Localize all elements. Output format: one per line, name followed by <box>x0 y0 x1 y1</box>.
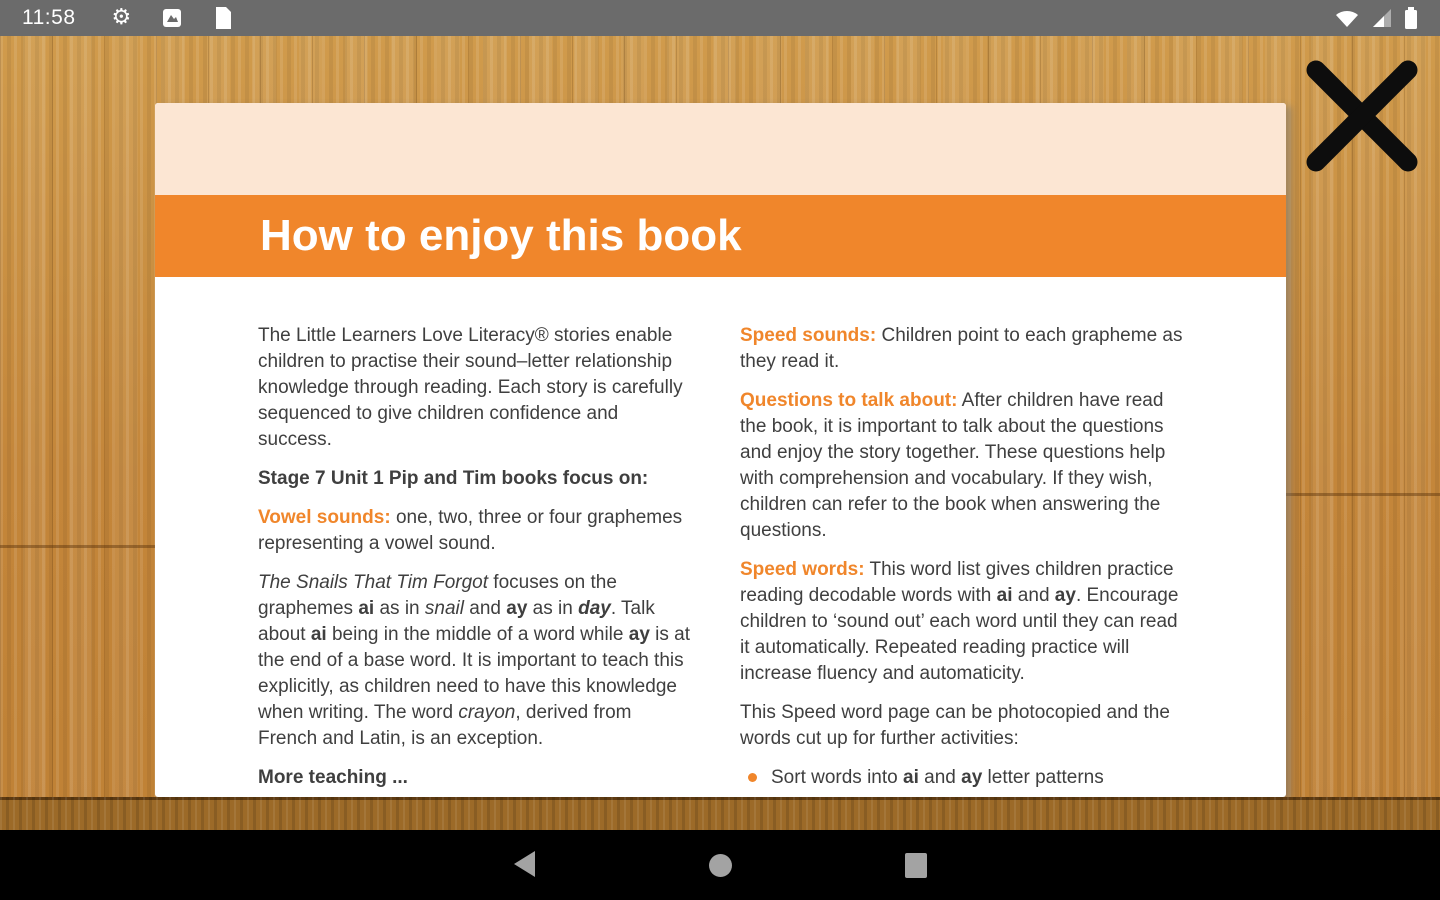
right-column <box>740 323 1188 797</box>
left-column <box>258 323 695 797</box>
paragraph-vowel-sounds: Vowel sounds: one, two, three or four graphemes representing a vowel sound. <box>258 507 683 554</box>
wood-plank-dark <box>0 797 1440 830</box>
paragraph-questions: Questions to talk about: After children have read the book, it is important to talk about the questions and enjoy the story together. These questions help with comprehension and vocabulary. If they wish, children can refer to the book when answering the questions. <box>740 390 1166 541</box>
page-body <box>155 277 1286 797</box>
image-icon <box>161 7 183 29</box>
paragraph-stage-heading: Stage 7 Unit 1 Pip and Tim books focus on: <box>258 468 649 489</box>
recents-button[interactable] <box>896 845 936 885</box>
paragraph-intro: The Little Learners Love Literacy® stories enable children to practise their sound–letter relationship knowledge through reading. Each story is carefully sequenced to give children confidence and success. <box>258 325 683 450</box>
paragraph-speed-words: Speed words: This word list gives children practice reading decodable words with ai and ay. Encourage children to ‘sound out’ each word until they can read it automatically. Repeated reading practice will increase fluency and automaticity. <box>740 559 1179 684</box>
book-page[interactable] <box>155 103 1286 797</box>
page-title: How to enjoy this book <box>260 211 742 260</box>
bullet-icon <box>748 773 757 782</box>
plank-joint <box>1286 493 1440 496</box>
list-item <box>740 765 1188 791</box>
chapter-header <box>155 195 1286 277</box>
home-icon <box>709 854 732 877</box>
back-icon <box>511 849 537 882</box>
status-indicators <box>1334 6 1418 30</box>
android-nav-bar <box>0 830 1440 900</box>
battery-icon <box>1404 6 1418 30</box>
page-top-margin <box>155 103 1286 195</box>
status-time: 11:58 <box>22 6 76 29</box>
paragraph-snails: The Snails That Tim Forgot focuses on the graphemes ai as in snail and ay as in day. Talk about ai being in the middle of a word while ay is at the end of a base word. It is important to teach this explicitly, as children need to have this knowledge when writing. The word crayon, derived from French and Latin, is an exception. <box>258 572 691 749</box>
close-x-icon <box>1302 164 1422 179</box>
file-icon <box>213 6 233 30</box>
back-button[interactable] <box>504 845 544 885</box>
wood-background <box>0 36 1440 830</box>
paragraph-speed-sounds: Speed sounds: Children point to each grapheme as they read it. <box>740 325 1183 372</box>
signal-icon <box>1370 7 1394 29</box>
status-bar <box>0 0 1440 36</box>
recents-icon <box>905 853 927 878</box>
close-button[interactable] <box>1302 56 1422 176</box>
wifi-icon <box>1334 7 1360 29</box>
home-button[interactable] <box>700 845 740 885</box>
paragraph-more-teaching: More teaching ... <box>258 767 408 788</box>
plank-joint <box>0 545 155 548</box>
settings-icon: ⚙ <box>111 5 132 30</box>
paragraph-photocopy: This Speed word page can be photocopied and the words cut up for further activities: <box>740 702 1170 749</box>
bullet-sort-words: Sort words into ai and ay letter patterns <box>771 767 1104 788</box>
